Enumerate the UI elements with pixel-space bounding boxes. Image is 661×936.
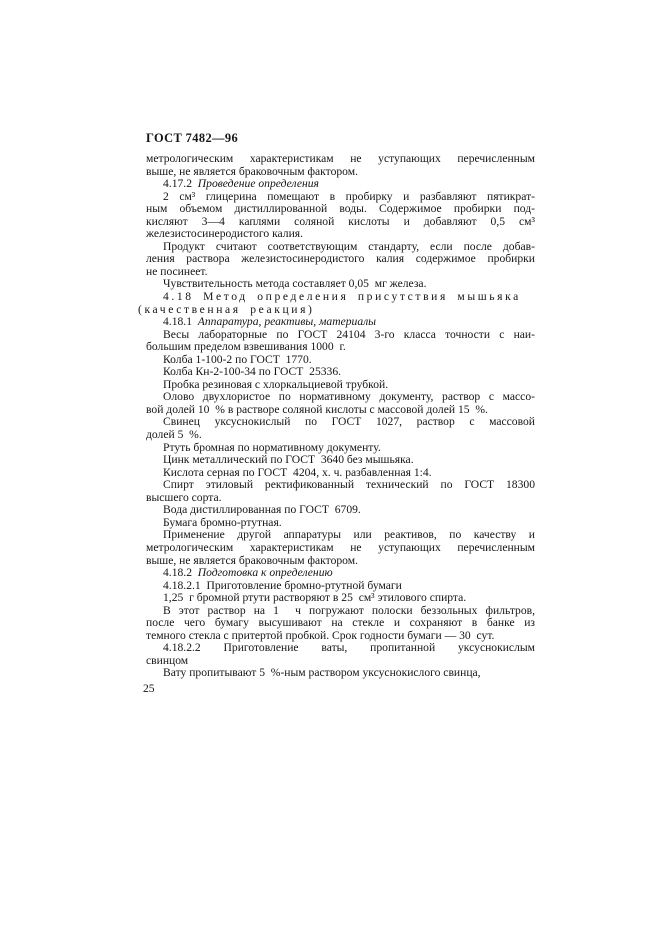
clause-number: 4.18.2: [163, 566, 192, 580]
text-line: Бумага бромно-ртутная.: [163, 515, 282, 529]
text-line: Колба 1-100-2 по ГОСТ 1770.: [163, 352, 312, 366]
page-body: [138, 152, 535, 680]
text-line: (качественная реакция): [138, 302, 315, 316]
text-line: Спирт этиловый ректификованный технический по ГОСТ 18300: [163, 478, 535, 492]
document-header: [146, 131, 535, 146]
text-line: железистосинеродистого калия.: [146, 227, 304, 241]
paragraph: [146, 329, 535, 354]
paragraph: [146, 416, 535, 441]
text-line: ным объемом дистиллированной воды. Содержимое пробирки под-: [146, 202, 535, 216]
text-line: выше, не является браковочным фактором.: [146, 164, 358, 178]
text-line: Свинец уксуснокислый по ГОСТ 1027, раствор с массовой: [163, 415, 535, 429]
text-line: кисляют 3—4 каплями соляной кислоты и добавляют 0,5 см³: [146, 214, 535, 228]
text-line: большим пределом взвешивания 1000 г.: [146, 340, 346, 354]
text-line: Вату пропитывают 5 %-ным раствором уксуснокислого свинца,: [163, 666, 481, 680]
page-number: 25: [143, 682, 155, 695]
text-line: выше, не является браковочным фактором.: [146, 553, 358, 567]
paragraph: [146, 667, 535, 680]
text-line: Чувствительность метода составляет 0,05 мг железа.: [163, 277, 427, 291]
paragraph: [146, 153, 535, 178]
text-line: [146, 316, 535, 329]
clause-title: Подготовка к определению: [197, 566, 333, 580]
text-line: темного стекла с притертой пробкой. Срок годности бумаги — 30 сут.: [146, 628, 495, 642]
paragraph: [146, 191, 535, 241]
text-line: не посинеет.: [146, 264, 208, 278]
text-line: высшего сорта.: [146, 490, 222, 504]
text-line: 4.18 Метод определения присутствия мышьяка: [163, 290, 521, 304]
paragraph: [146, 592, 535, 605]
text-line: ления раствора железистосинеродистого калия содержимое пробирки: [146, 252, 535, 266]
paragraph: [146, 479, 535, 504]
text-line: 4.18.2.2 Приготовление ваты, пропитанной уксуснокислым: [163, 641, 535, 655]
clause-title: Аппаратура, реактивы, материалы: [197, 315, 377, 329]
text-line: Ртуть бромная по нормативному документу.: [163, 440, 381, 454]
text-line: после чего бумагу высушивают на стекле и сохраняют в банке из: [146, 616, 535, 630]
text-line: Продукт считают соответствующим стандарту, если после добав-: [163, 239, 535, 253]
section-heading: [146, 567, 535, 580]
text-line: [146, 567, 535, 580]
section-heading: [146, 178, 535, 191]
text-line: Весы лабораторные по ГОСТ 24104 3-го класса точности с наи-: [163, 327, 535, 341]
text-line: свинцом: [146, 653, 189, 667]
clause-number: 4.18.1: [163, 315, 192, 329]
section-heading: [146, 316, 535, 329]
standard-designation: ГОСТ 7482—96: [146, 131, 239, 145]
text-line: 4.18.2.1 Приготовление бромно-ртутной бумаги: [163, 578, 402, 592]
text-line: Олово двухлористое по нормативному документу, раствор с массо-: [163, 390, 535, 404]
paragraph: [146, 504, 535, 517]
text-line: Цинк металлический по ГОСТ 3640 без мышьяка.: [163, 453, 414, 467]
paragraph: [146, 605, 535, 643]
text-line: [146, 178, 535, 191]
text-line: Применение другой аппаратуры или реактивов, по качеству и: [163, 528, 535, 542]
paragraph: [146, 241, 535, 279]
paragraph: [146, 366, 535, 379]
text-line: Колба Кн-2-100-34 по ГОСТ 25336.: [163, 365, 342, 379]
paragraph: [146, 642, 535, 667]
text-line: 2 см³ глицерина помещают в пробирку и разбавляют пятикрат-: [163, 189, 535, 203]
paragraph: [146, 529, 535, 567]
paragraph: [146, 391, 535, 416]
text-line: метрологическим характеристикам не уступающих перечисленным: [146, 540, 535, 554]
section-heading: [138, 290, 535, 316]
text-line: В этот раствор на 1 ч погружают полоски беззольных фильтров,: [163, 603, 535, 617]
clause-number: 4.17.2: [163, 177, 192, 191]
text-line: Пробка резиновая с хлоркальциевой трубкой.: [163, 377, 389, 391]
clause-title: Проведение определения: [197, 177, 319, 191]
text-line: метрологическим характеристикам не уступающих перечисленным: [146, 152, 535, 165]
text-line: Вода дистиллированная по ГОСТ 6709.: [163, 503, 361, 517]
text-line: долей 5 %.: [146, 428, 202, 442]
text-line: вой долей 10 % в растворе соляной кислоты с массовой долей 15 %.: [146, 402, 488, 416]
text-line: Кислота серная по ГОСТ 4204, х. ч. разбавленная 1:4.: [163, 465, 432, 479]
text-line: 1,25 г бромной ртути растворяют в 25 см³ этилового спирта.: [163, 591, 467, 605]
paragraph: [146, 454, 535, 467]
